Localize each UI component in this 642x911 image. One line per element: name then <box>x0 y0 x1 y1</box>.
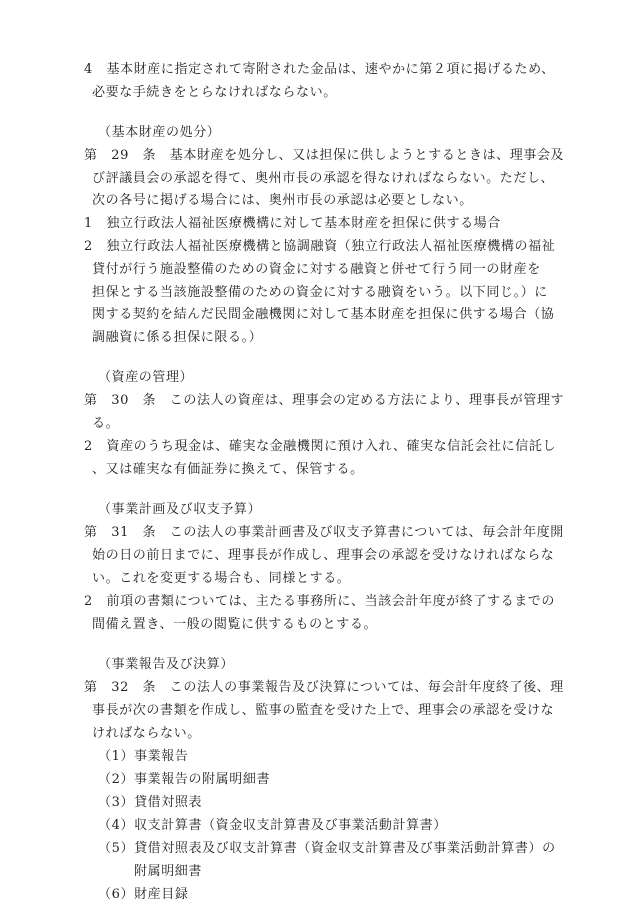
text-line: 2 独立行政法人福祉医療機構と協調融資（独立行政法人福祉医療機構の福祉 <box>84 239 556 254</box>
section-heading: （事業報告及び決算） <box>98 657 235 672</box>
text-line: 第 32 条 この法人の事業報告及び決算については、毎会計年度終了後、理 <box>84 680 564 695</box>
text-line: び評議員会の承認を得て、奥州市長の承認を得なければならない。ただし、 <box>92 171 555 186</box>
text-line: 第 30 条 この法人の資産は、理事会の定める方法により、理事長が管理す <box>84 393 565 408</box>
list-item: （3）貸借対照表 <box>98 795 203 810</box>
text-line: い。これを変更する場合も、同様とする。 <box>92 571 351 586</box>
text-line: 第 31 条 この法人の事業計画書及び収支予算書については、毎会計年度開 <box>84 525 564 540</box>
text-line: 事長が次の書類を作成し、監事の監査を受けた上で、理事会の承認を受けな <box>92 703 555 718</box>
section-heading: （資産の管理） <box>98 370 194 385</box>
text-line: 必要な手続きをとらなければならない。 <box>92 85 337 100</box>
text-line: ければならない。 <box>92 726 201 741</box>
text-line: 4 基本財産に指定されて寄附された金品は、速やかに第２項に掲げるため、 <box>84 62 555 77</box>
text-line: 2 資産のうち現金は、確実な金融機関に預け入れ、確実な信託会社に信託し <box>84 439 557 454</box>
list-item: （6）財産目録 <box>98 887 189 902</box>
text-line: 貸付が行う施設整備のための資金に対する融資と併せて行う同一の財産を <box>92 262 541 277</box>
text-line: 間備え置き、一般の閲覧に供するものとする。 <box>92 617 378 632</box>
text-line: 次の各号に掲げる場合には、奥州市長の承認は必要としない。 <box>92 193 473 208</box>
text-line: 調融資に係る担保に限る。） <box>92 330 263 345</box>
text-line: 始の日の前日までに、理事長が作成し、理事会の承認を受けなければならな <box>92 548 555 563</box>
text-line: 担保とする当該施設整備のための資金に対する融資をいう。以下同じ。）に <box>92 285 548 300</box>
list-item: （1）事業報告 <box>98 749 189 764</box>
text-line: 2 前項の書類については、主たる事務所に、当該会計年度が終了するまでの <box>84 594 556 609</box>
text-line: る。 <box>92 416 120 431</box>
text-line: 1 独立行政法人福祉医療機構に対して基本財産を担保に供する場合 <box>84 216 501 231</box>
list-item-continuation: 附属明細書 <box>134 864 203 879</box>
list-item: （4）収支計算書（資金収支計算書及び事業活動計算書） <box>98 818 447 833</box>
list-item: （2）事業報告の附属明細書 <box>98 772 271 787</box>
text-line: 関する契約を結んだ民間金融機関に対して基本財産を担保に供する場合（協 <box>92 307 555 322</box>
text-line: 第 29 条 基本財産を処分し、又は担保に供しようとするときは、理事会及 <box>84 148 565 163</box>
text-line: 、又は確実な有価証券に換えて、保管する。 <box>92 462 364 477</box>
list-item: （5）貸借対照表及び収支計算書（資金収支計算書及び事業活動計算書）の <box>98 841 556 856</box>
section-heading: （基本財産の処分） <box>98 125 221 140</box>
section-heading: （事業計画及び収支予算） <box>98 502 262 517</box>
